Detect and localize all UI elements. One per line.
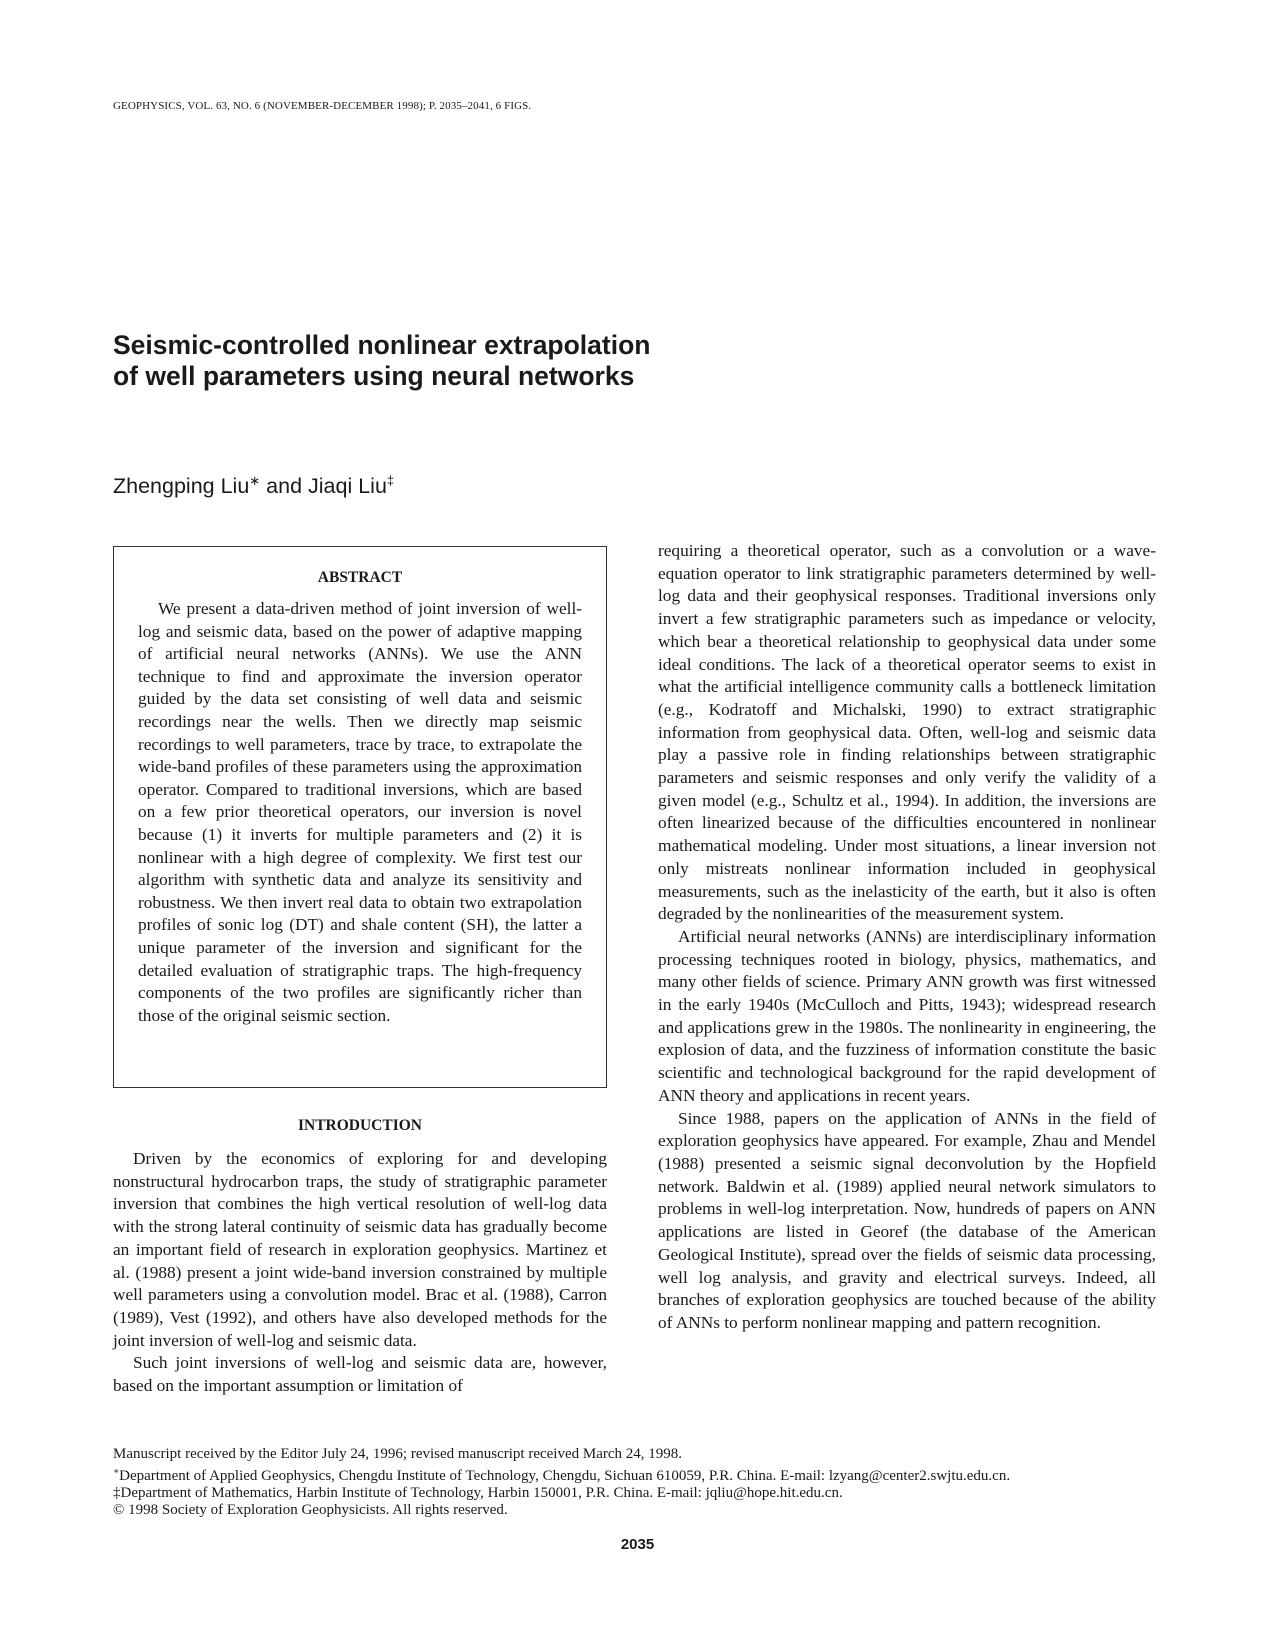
left-column-text bbox=[113, 1148, 607, 1398]
body-paragraph: Artificial neural networks (ANNs) are interdisciplinary information processing techniques rooted in biology, physics, mathematics, and many other fields of science. Primary ANN growth was first witnessed in the early 1940s (McCulloch and Pitts, 1943); widespread research and applications grew in the 1980s. The nonlinearity in engineering, the explosion of data, and the fuzziness of information constitute the basic scientific and technological background for the rapid development of ANN theory and applications in recent years. bbox=[658, 926, 1156, 1105]
manuscript-received-note: Manuscript received by the Editor July 24, 1996; revised manuscript received March 24, 1998. bbox=[113, 1446, 683, 1462]
author-affiliation-mark-1: ∗ bbox=[249, 473, 261, 488]
affiliation-text-1: Department of Applied Geophysics, Chengdu Institute of Technology, Chengdu, Sichuan 610059, P.R. China. E-mail: lzyang@center2.swjtu.edu.cn. bbox=[119, 1468, 1011, 1484]
body-paragraph: Such joint inversions of well-log and seismic data are, however, based on the important assumption or limitation of bbox=[113, 1353, 607, 1396]
author-list bbox=[113, 473, 394, 499]
author-name-2: Jiaqi Liu bbox=[308, 474, 387, 499]
body-paragraph: Driven by the economics of exploring for and developing nonstructural hydrocarbon traps, the study of stratigraphic parameter inversion that combines the high vertical resolution of well-log data with the strong lateral continuity of seismic data has gradually become an important field of research in exploration geophysics. Martinez et al. (1988) present a joint wide-band inversion constrained by multiple well parameters using a convolution model. Brac et al. (1988), Carron (1989), Vest (1992), and others have also developed methods for the joint inversion of well-log and seismic data. bbox=[113, 1149, 607, 1350]
body-paragraph: Since 1988, papers on the application of ANNs in the field of exploration geophysics have appeared. For example, Zhau and Mendel (1988) presented a seismic signal deconvolution by the Hopfield network. Baldwin et al. (1989) applied neural network simulators to problems in well-log interpretation. Now, hundreds of papers on ANN applications are listed in Georef (the database of the American Geological Institute), spread over the fields of seismic data processing, well log analysis, and gravity and electrical surveys. Indeed, all branches of exploration geophysics are touched because of the ability of ANNs to perform nonlinear mapping and pattern recognition. bbox=[658, 1108, 1156, 1332]
author-affiliation-mark-2: ‡ bbox=[386, 473, 395, 488]
running-header: GEOPHYSICS, VOL. 63, NO. 6 (NOVEMBER-DECEMBER 1998); P. 2035–2041, 6 FIGS. bbox=[113, 100, 532, 112]
right-column-text bbox=[658, 540, 1156, 1335]
body-paragraph: requiring a theoretical operator, such as a convolution or a wave-equation operator to link stratigraphic parameters determined by well-log data and their geophysical responses. Traditional inversions only invert a few stratigraphic parameters such as impedance or velocity, which bear a theoretical relationship to geophysical data under some ideal conditions. The lack of a theoretical operator seems to exist in what the artificial intelligence community calls a bottleneck limitation (e.g., Kodratoff and Michalski, 1990) to extract stratigraphic information from geophysical data. Often, well-log and seismic data play a passive role in finding relationships between stratigraphic parameters and seismic responses and only verify the validity of a given model (e.g., Schultz et al., 1994). In addition, the inversions are often linearized because of the difficulties encountered in nonlinear mathematical modeling. Under most situations, a linear inversion not only mistreats nonlinear information included in geophysical measurements, such as the inelasticity of the earth, but it also is often degraded by the nonlinearities of the measurement system. bbox=[658, 541, 1156, 924]
introduction-heading: INTRODUCTION bbox=[297, 1117, 422, 1134]
paper-title bbox=[113, 330, 813, 392]
footnote-mark-1: ∗ bbox=[113, 1466, 120, 1476]
affiliation-footnote-2 bbox=[113, 1485, 1163, 1502]
page-number: 2035 bbox=[620, 1536, 655, 1553]
abstract-box bbox=[113, 546, 607, 1088]
abstract-text: We present a data-driven method of joint inversion of well-log and seismic data, based on the power of adaptive mapping of artificial neural networks (ANNs). We use the ANN technique to find and approximate the inversion operator guided by the data set consisting of well data and seismic recordings near the wells. Then we directly map seismic recordings to well parameters, trace by trace, to extrapolate the wide-band profiles of these parameters using the approximation operator. Compared to traditional inversions, which are based on a few prior theoretical operators, our inversion is novel because (1) it inverts for multiple parameters and (2) it is nonlinear with a high degree of complexity. We first test our algorithm with synthetic data and analyze its sensitivity and robustness. We then invert real data to obtain two extrapolation profiles of sonic log (DT) and shale content (SH), the latter a unique parameter of the inversion and significant for the detailed evaluation of stratigraphic traps. The high-frequency components of the two profiles are significantly richer than those of the original seismic section. bbox=[138, 599, 582, 1025]
abstract-heading: ABSTRACT bbox=[317, 569, 403, 586]
affiliation-text-2: Department of Mathematics, Harbin Institute of Technology, Harbin 150001, P.R. China. E-mail: jqliu@hope.hit.edu.cn. bbox=[120, 1485, 843, 1501]
footnote-mark-2: ‡ bbox=[113, 1485, 121, 1501]
title-line-2: of well parameters using neural networks bbox=[113, 361, 635, 391]
author-name-1: Zhengping Liu bbox=[113, 474, 250, 499]
copyright-notice: © 1998 Society of Exploration Geophysicists. All rights reserved. bbox=[113, 1502, 508, 1518]
affiliation-footnote-1 bbox=[113, 1463, 1163, 1485]
title-line-1: Seismic-controlled nonlinear extrapolation bbox=[113, 330, 651, 360]
footnotes bbox=[113, 1446, 1163, 1519]
author-conjunction: and bbox=[260, 474, 309, 499]
